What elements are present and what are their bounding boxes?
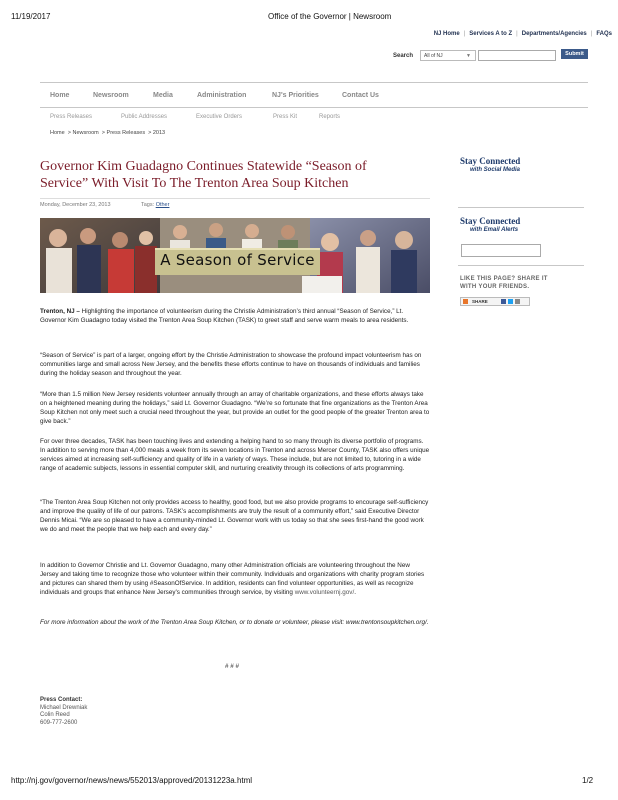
banner-title: A Season of Service bbox=[160, 251, 315, 269]
nav-home[interactable]: Home bbox=[50, 92, 70, 99]
search-input[interactable] bbox=[478, 50, 556, 61]
search-label: Search bbox=[393, 53, 414, 59]
volunteernj-link[interactable]: www.volunteernj.gov/ bbox=[294, 589, 355, 597]
print-page-title: Office of the Governor | Newsroom bbox=[268, 12, 392, 21]
subnav-reports[interactable]: Reports bbox=[319, 114, 341, 120]
nav-administration[interactable]: Administration bbox=[197, 92, 247, 99]
print-url: http://nj.gov/governor/news/news/552013/approved/20131223a.html bbox=[11, 776, 253, 785]
season-of-service-banner bbox=[40, 218, 430, 293]
subnav-public-addresses[interactable]: Public Addresses bbox=[121, 114, 168, 120]
utility-departments-link[interactable]: Departments/Agencies bbox=[521, 31, 587, 37]
email-alert-input[interactable] bbox=[461, 244, 541, 257]
nav-media[interactable]: Media bbox=[153, 92, 173, 99]
subnav-press-releases[interactable]: Press Releases bbox=[50, 114, 93, 120]
facebook-icon[interactable] bbox=[501, 299, 506, 304]
share-prompt: LIKE THIS PAGE? SHARE IT WITH YOUR FRIENDS. bbox=[460, 276, 548, 290]
subnav-press-kit[interactable]: Press Kit bbox=[273, 114, 298, 120]
utility-faqs-link[interactable]: FAQs bbox=[596, 31, 612, 37]
tags-label: Tags: bbox=[141, 202, 155, 208]
sidebar-divider-1 bbox=[458, 207, 584, 208]
email-alerts-link[interactable]: with Email Alerts bbox=[470, 227, 519, 233]
share-icon bbox=[463, 299, 468, 304]
search-scope-select[interactable]: All of NJ ▼ bbox=[420, 50, 476, 61]
twitter-icon[interactable] bbox=[508, 299, 513, 304]
stay-connected-social-heading: Stay Connected bbox=[460, 156, 521, 166]
nav-bottom-divider bbox=[40, 107, 588, 108]
paragraph-5: “The Trenton Area Soup Kitchen not only provides access to healthy, good food, but we also provide programs to encourage self-sufficiency and improve the quality of life of our patrons. TASK’s accomplishments are truly the result of a community effort,” said Executive Director Dennis Micai. “We are so pleased to have a community-minded Lt. Governor work with us today so that she sees first-hand the good work we do and meet the people that we help each and every day.” bbox=[40, 499, 429, 534]
dateline: Trenton, NJ – bbox=[40, 308, 80, 315]
paragraph-4: For over three decades, TASK has been touching lives and extending a helping hand to so many through its diverse portfolio of programs. In addition to serving more than 4,000 meals a week from its seven locations in Trenton and across Mercer County, TASK also offers unique services aimed at increasing self-sufficiency and quality of life in a variety of ways. These include, but are not limited to, tutoring in a wide range of academic subjects, lessons in essential computer skill, and nurturing creativity through its collections of arts programming. bbox=[40, 438, 430, 473]
breadcrumb: Home > Newsroom > Press Releases > 2013 bbox=[50, 130, 166, 136]
print-date: 11/19/2017 bbox=[11, 12, 51, 21]
social-media-link[interactable]: with Social Media bbox=[470, 167, 521, 173]
tag-link-other[interactable]: Other bbox=[155, 202, 170, 208]
nav-top-divider bbox=[40, 82, 588, 83]
contact-phone: 609-777-2600 bbox=[40, 719, 78, 726]
utility-nj-home-link[interactable]: NJ Home bbox=[433, 31, 460, 37]
share-button[interactable]: SHARE bbox=[460, 297, 530, 306]
search-submit-button[interactable]: Submit bbox=[561, 49, 588, 59]
press-contact-label: Press Contact: bbox=[40, 697, 83, 703]
paragraph-7: For more information about the work of the Trenton Area Soup Kitchen, or to donate or volunteer, please visit: www.trentonsoupkitchen.org/. bbox=[40, 619, 429, 626]
paragraph-1: Trenton, NJ – Highlighting the importance of volunteerism during the Christie Administration’s third annual “Season of Service,” Lt. Governor Kim Guadagno today visited the Trenton Area Soup Kitchen (TASK) to greet staff and serve warm meals to area residents. bbox=[40, 308, 409, 325]
contact-name-2: Colin Reed bbox=[40, 712, 70, 718]
nav-contact-us[interactable]: Contact Us bbox=[342, 92, 379, 99]
paragraph-2: “Season of Service” is part of a larger, ongoing effort by the Christie Administration to showcase the profound impact volunteerism has on communities large and small across New Jersey, and the benefits these efforts continue to have on thousands of individuals and families during the holiday season and throughout the year. bbox=[40, 352, 422, 378]
paragraph-3: “More than 1.5 million New Jersey residents volunteer annually through an array of charitable organizations, and these efforts always take on a heightened meaning during the holidays,” said Lt. Governor Guadagno. “We’re so fortunate that fine organizations as the Trenton Area Soup Kitchen not only meet such a crucial need throughout the year, but provide an outlet for the good people of the greater Trenton area to give back.” bbox=[40, 391, 430, 426]
press-contact bbox=[40, 697, 87, 727]
utility-services-link[interactable]: Services A to Z bbox=[469, 31, 513, 37]
title-divider bbox=[40, 198, 430, 199]
article-tags bbox=[141, 202, 169, 208]
page-title: Governor Kim Guadagno Continues Statewide “Season of Service” With Visit To The Trenton Area Soup Kitchen bbox=[40, 159, 367, 191]
subnav-executive-orders[interactable]: Executive Orders bbox=[196, 114, 243, 120]
print-page-number: 1/2 bbox=[582, 776, 594, 785]
end-mark: # # # bbox=[225, 663, 240, 670]
email-share-icon[interactable] bbox=[515, 299, 520, 304]
utility-nav: NJ Home | Services A to Z | Departments/Agencies | FAQs bbox=[433, 31, 612, 37]
article-date: Monday, December 23, 2013 bbox=[40, 202, 111, 208]
contact-name-1: Michael Drewniak bbox=[40, 704, 88, 711]
nav-newsroom[interactable]: Newsroom bbox=[93, 92, 129, 99]
stay-connected-email-heading: Stay Connected bbox=[460, 216, 521, 226]
nav-priorities[interactable]: NJ's Priorities bbox=[272, 92, 319, 99]
sidebar-divider-2 bbox=[458, 265, 584, 266]
paragraph-6: In addition to Governor Christie and Lt. Governor Guadagno, many other Administration officials are volunteering throughout the New Jersey and taking time to recognize those who volunteer within their community. Individuals and organizations with charity program stories and pictures can shared them by using #SeasonOfService. In addition, residents can find volunteer opportunities, as well as recognize individuals and groups that enhance New Jersey’s communities through service, by visiting www.volunteernj.gov/. bbox=[40, 562, 425, 597]
chevron-down-icon: ▼ bbox=[466, 53, 471, 59]
